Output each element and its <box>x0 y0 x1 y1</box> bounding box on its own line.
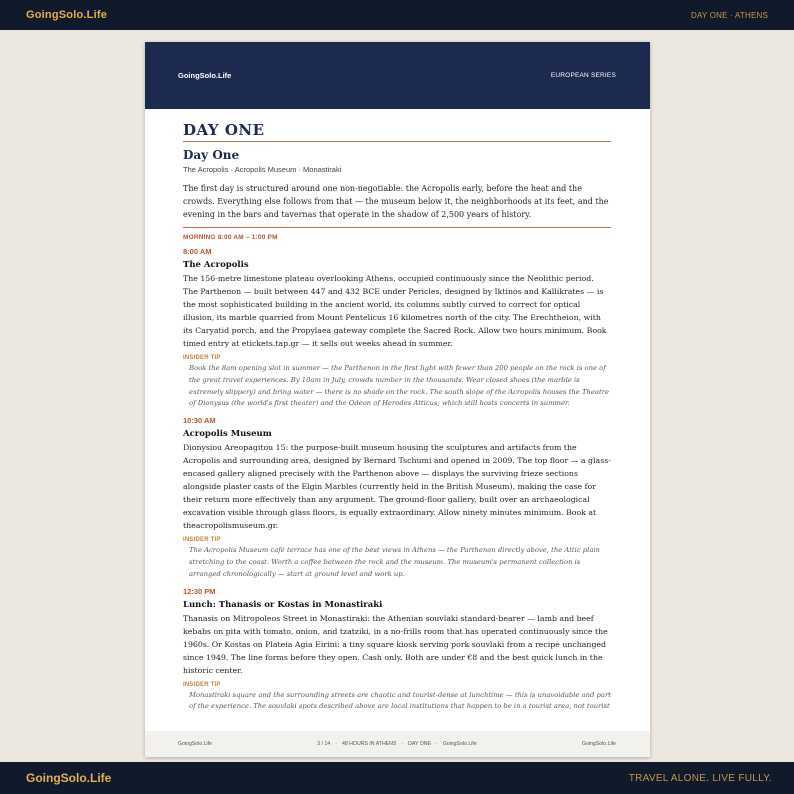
page-content <box>145 109 650 713</box>
day-title: Day One <box>183 148 240 162</box>
footer-separator: · <box>401 741 404 747</box>
section-divider <box>183 227 611 228</box>
tip-body: The Acropolis Museum café terrace has one of the best views in Athens — the Parthenon directly above, the Attic plain stretching to the coast. Worth a coffee between the rock and the museum. The museum's permanent collection is arranged chronologically — start at ground level and work up. <box>189 546 600 578</box>
series-label: EUROPEAN SERIES <box>550 72 616 79</box>
itinerary-entry <box>183 247 611 410</box>
document-page <box>145 42 650 757</box>
tip-label: INSIDER TIP <box>183 537 221 544</box>
entry-title: The Acropolis <box>183 260 249 270</box>
footer-separator: · <box>435 741 438 747</box>
tip-body: Monastiraki square and the surrounding streets are chaotic and tourist-dense at lunchtime — this is unavoidable and part of the experience. The souvlaki spots described above are local institutions that happen to be in a tourist area, not tourist <box>189 690 611 711</box>
entry-time: 12:30 PM <box>183 586 216 596</box>
intro-paragraph: The first day is structured around one non-negotiable: the Acropolis early, before the heat and the crowds. Everything else follows from that — the museum below it, the neighborhoods at its feet, and the evening in the bars and tavernas that operate in the shadow of 2,500 years of history. <box>183 184 609 219</box>
guide-name: 48 HOURS IN ATHENS <box>341 741 397 747</box>
entry-title: Lunch: Thanasis or Kostas in Monastiraki <box>183 599 383 610</box>
tip-label: INSIDER TIP <box>183 355 221 361</box>
page-heading: DAY ONE <box>183 121 265 139</box>
entry-body: Thanasis on Mitropoleos Street in Monastiraki: the Athenian souvlaki standard-bearer — lamb and beef kebabs on pita with tomato, onion, and tzatziki, in a no-frills room that has operated continuously since the 1960s. Or Kostas on Plateia Agia Eirini: a tiny square kiosk serving pork souvlaki from a recipe unchanged since 1949. The line forms before they open. Cash only. Both are under €8 and the best quick lunch in the historic center. <box>183 613 608 675</box>
footer-left: GoingSolo.Life <box>178 741 213 747</box>
tip-body: Book the 8am opening slot in summer — the Parthenon in the first light with fewer than 200 people on the rock is one of the great travel experiences. By 10am in July, crowds number in the thousands. Wear closed shoes (the marble is extremely slippery) and bring water — there is no shade on the rock. The south slope of the Acropolis houses the Theatre of Dionysus (the world's first theater) and the Odeon of Herodes Atticus, which still hosts concerts in summer. <box>189 364 609 408</box>
tip-label: INSIDER TIP <box>183 681 221 688</box>
itinerary-entry <box>183 587 611 714</box>
footer-separator: · <box>335 741 337 747</box>
page-header <box>145 42 650 109</box>
site-logo[interactable]: GoingSolo.Life <box>26 9 108 21</box>
footer-site: GoingSolo.Life <box>442 741 477 747</box>
entry-body: Dionysiou Areopagitou 15: the purpose-built museum housing the sculptures and artifacts from the Acropolis and surrounding area, designed by Bernard Tschumi and opened in 2009. The top floor — a glass-encased gallery aligned precisely with the Parthenon above — displays the surviving frieze sections alongside plaster casts of the Elgin Marbles (currently held in the British Museum), making the case for their return more effectively than any argument. The ground-floor gallery, built over an archaeological excavation visible through glass floors, is equally extraordinary. Allow ninety minutes minimum. Book at theacropolismuseum.gr. <box>183 443 611 531</box>
time-block-label: MORNING 8:00 AM – 1:00 PM <box>183 234 278 241</box>
footer-center <box>317 741 476 747</box>
bottom-bar <box>0 762 794 794</box>
entry-time: 8:00 AM <box>183 247 212 256</box>
page-footer <box>145 731 650 757</box>
footer-day: DAY ONE <box>408 741 431 747</box>
heading-divider <box>183 141 611 142</box>
footer-tagline: TRAVEL ALONE. LIVE FULLY. <box>628 772 772 784</box>
breadcrumb: DAY ONE · ATHENS <box>691 10 768 20</box>
top-bar <box>0 0 794 30</box>
page-brand: GoingSolo.Life <box>178 71 232 80</box>
entry-body: The 156-metre limestone plateau overlooking Athens, occupied continuously since the Neolithic period. The Parthenon — built between 447 and 432 BCE under Pericles, designed by Iktinos and Kallikrates — is the most sophisticated building in the ancient world, its columns subtly curved to correct for optical illusion, its marble quarried from Mount Pentelicus 16 kilometres north of the city. The Erechtheion, with its Caryatid porch, and the Propylaea gateway complete the Sacred Rock. Allow two hours minimum. Book timed entry at etickets.tap.gr — it sells out weeks ahead in summer. <box>183 274 607 348</box>
page-number: 3 / 14 <box>317 741 331 747</box>
itinerary-entry <box>183 416 611 580</box>
entry-time: 10:30 AM <box>183 416 216 426</box>
footer-right: GoingSolo.Life <box>581 741 616 747</box>
day-subtitle: The Acropolis · Acropolis Museum · Monastiraki <box>183 165 342 174</box>
entry-title: Acropolis Museum <box>183 429 272 440</box>
footer-logo[interactable]: GoingSolo.Life <box>26 771 112 785</box>
